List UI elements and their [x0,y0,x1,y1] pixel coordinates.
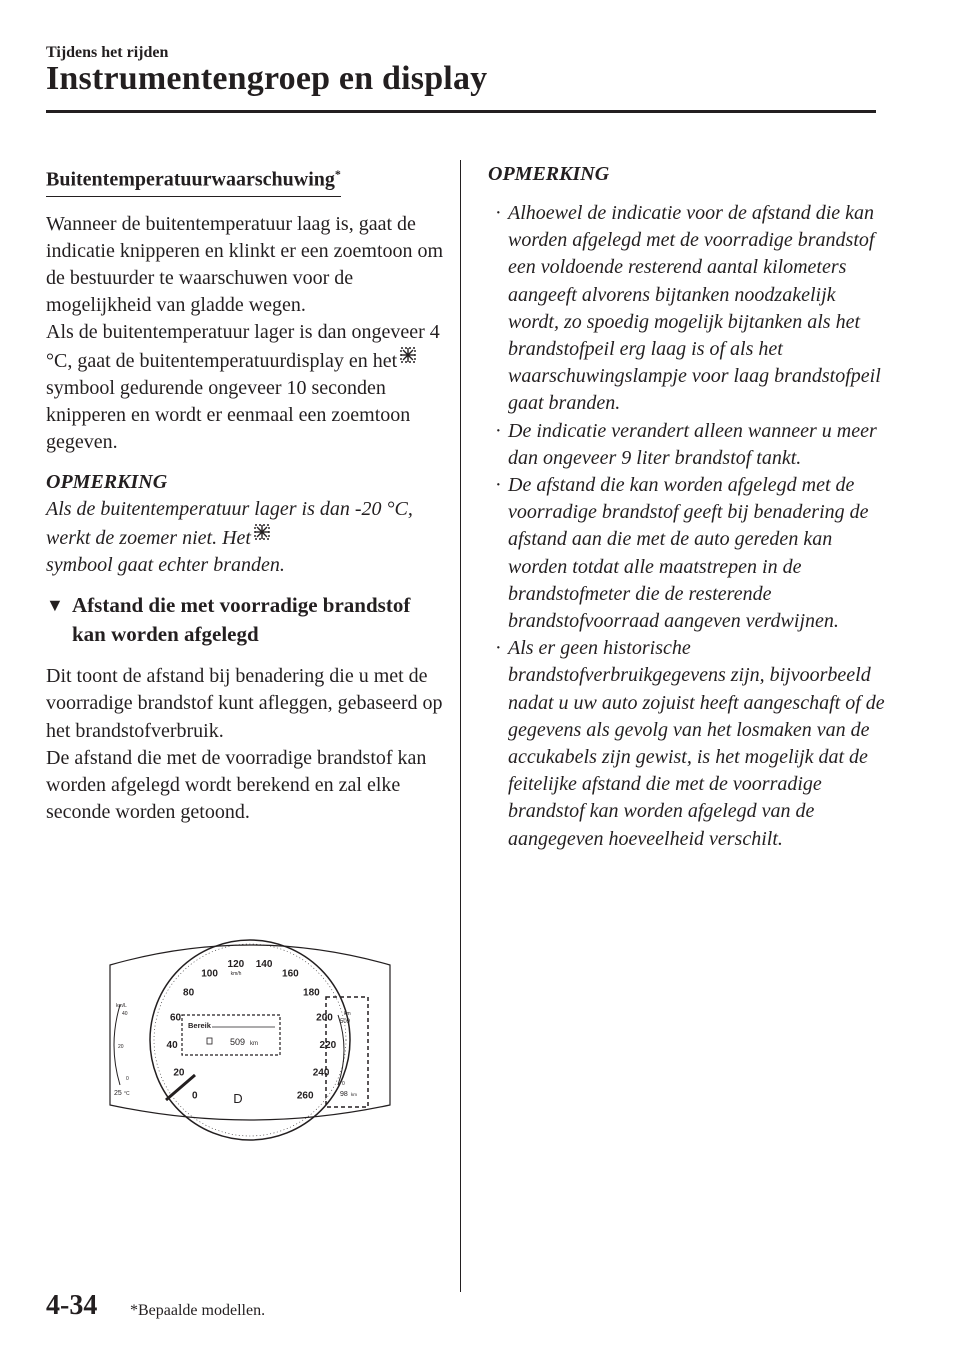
note-label: OPMERKING [46,471,168,494]
fuel-unit: km [344,1011,351,1017]
speed-tick-label: 220 [319,1040,337,1052]
title-rule [46,110,876,113]
list-item-text: De indicatie verandert alleen wanneer u meer dan ongeveer 9 liter brandstof tankt. [508,419,877,469]
fuel-pump-icon [207,1038,212,1044]
section-label: Tijdens het rijden [46,44,169,61]
note-label-right: OPMERKING [488,163,610,185]
paragraph-3: Dit toont de afstand bij benadering die u met de voorradige brandstof kunt afleggen, gebaseerd op het brandstofverbruik. [46,665,443,742]
speed-tick-label: 20 [173,1067,185,1079]
triangle-marker: ▼ [46,595,64,616]
speed-tick-label: 40 [166,1040,178,1052]
note-text-b: symbool gaat echter branden. [46,553,285,576]
snowflake-icon [400,347,416,363]
paragraph-4: De afstand die met de voorradige brandstof kan worden afgelegd wordt berekend en zal elke seconde worden getoond. [46,746,427,824]
speed-tick-label: 260 [296,1090,314,1102]
right-column [488,160,888,853]
list-item-text: Als er geen historische brandstofverbruikgegevens zijn, bijvoorbeeld nadat u uw auto zojuist heeft aangeschaft of de gegevens als gevolg van het losmaken van de accukabels zijn gewist, is het mogelijk dat de feitelijke afstand die met de voorradige brandstof kan worden afgelegd van de aangegeven hoeveelheid verschilt. [508,637,885,850]
economy-tick-label: 40 [122,1011,128,1017]
instrument-cluster-diagram [100,935,400,1145]
cluster-housing [110,945,390,1120]
speed-tick-label: 80 [183,987,195,999]
bullet: · [495,474,502,497]
footnote-mark: * [334,167,341,181]
speed-tick-label: 100 [201,968,218,980]
list-item-text: Alhoewel de indicatie voor de afstand die kan worden afgelegd met de voorradige brandstof een voldoende resterend aantal kilometers aangeeft alvorens bijtanken noodzakelijk wordt, zo spoedig mogelijk bijtanken als het brandstofpeil erg laag is of als het waarschuwingslampje voor laag brandstofpeil gaat branden. [508,202,881,415]
odometer-value: 98 [340,1091,348,1098]
list-item-text: De afstand die kan worden afgelegd met de voorradige brandstof geeft bij benadering de afstand aan die met de auto gereden kan worden totdat alle maatstrepen in de brandstofmeter die de resterende brandstofvoorraad aangeven verdwijnen. [508,474,869,633]
subheading-text: Afstand die met voorradige brandstof kan worden afgelegd [72,593,411,647]
paragraph-2 [46,319,446,456]
fuel-zero: 0 [342,1081,345,1087]
speed-labels [167,959,337,1102]
speed-tick-label: 180 [303,987,320,999]
paragraph-2-a: Als de buitentemperatuur lager is dan ongeveer 4 °C, gaat de buitentemperatuurdisplay en het [46,321,440,372]
list-item [488,472,888,635]
paragraph-2-b: symbool gedurende ongeveer 10 seconden knipperen en wordt er eenmaal een zoemtoon gegeven. [46,376,411,454]
left-column [46,160,446,826]
speed-tick-label: 240 [312,1067,330,1079]
page-number: 4-34 [46,1290,98,1321]
outside-temp: 25 [114,1090,122,1097]
list-item [488,200,888,418]
odometer-unit: km [351,1092,357,1097]
paragraph-1: Wanneer de buitentemperatuur laag is, gaat de indicatie knipperen en klinkt er een zoemtoon om de bestuurder te waarschuwen voor de mogelijkheid van gladde wegen. [46,212,444,317]
speed-needle [166,1075,195,1100]
bullet: · [495,202,502,224]
display-label: Bereik [188,1021,211,1030]
speed-tick-label: 60 [169,1012,182,1024]
speed-tick-label: 140 [255,958,273,970]
economy-unit: km/L [116,1003,127,1009]
column-divider [460,160,461,1292]
fuel-range-value: 509 [340,1019,351,1025]
notes-list [488,200,888,853]
range-value: 509 [230,1037,246,1047]
speed-tick-label: 200 [316,1012,333,1024]
speed-tick-label: 0 [192,1090,198,1102]
note-text [46,496,446,579]
page-title: Instrumentengroep en display [46,60,488,97]
footnote: *Bepaalde modellen. [130,1302,266,1319]
snowflake-icon [254,524,270,540]
subheading [46,591,446,649]
temp-unit: °C [124,1091,130,1097]
bullet: · [495,637,502,660]
list-item [488,418,888,472]
section-heading-text: Buitentemperatuurwaarschuwing [46,168,335,191]
bullet: · [495,419,502,442]
speedometer-ticks [154,944,346,1136]
note-text-a: Als de buitentemperatuur lager is dan -20 °C, werkt de zoemer niet. Het [46,498,413,549]
speed-tick-label: 160 [282,968,299,980]
list-item [488,635,888,853]
range-unit: km [250,1041,258,1047]
gear-indicator: D [233,1091,243,1106]
speed-unit: km/h [230,971,242,977]
economy-tick-label: 0 [126,1076,129,1082]
section-heading [46,160,341,197]
speed-tick-label: 120 [227,958,245,970]
economy-tick-label: 20 [118,1044,124,1050]
